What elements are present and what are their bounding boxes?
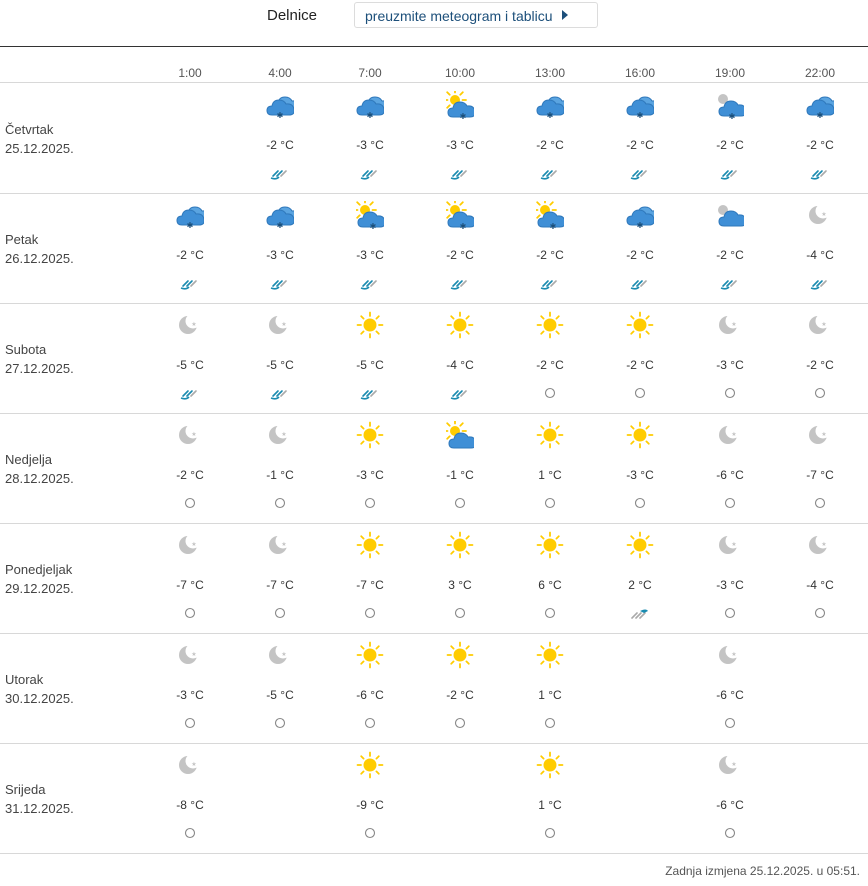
calm-wind-icon [448,493,472,513]
calm-wind-icon [538,823,562,843]
moon-cloud-icon [716,201,744,229]
day-name: Četvrtak [5,122,54,137]
temperature: -5 °C [356,358,384,372]
svg-text:✱: ✱ [369,222,377,229]
calm-wind-icon [718,713,742,733]
svg-text:★: ★ [191,431,197,438]
svg-text:★: ★ [191,761,197,768]
snow-cloud-icon [626,201,654,229]
svg-text:★: ★ [191,651,197,658]
day-date: 30.12.2025. [5,691,74,706]
sun-icon [356,311,384,339]
hour-label: 19:00 [714,66,746,80]
svg-text:★: ★ [731,431,737,438]
forecast-cell[interactable] [145,633,235,743]
day-row [0,633,868,744]
day-label [5,120,74,158]
snow-cloud-icon [176,201,204,229]
forecast-cell[interactable] [595,193,685,303]
forecast-cell[interactable] [325,743,415,853]
moon-icon [176,421,204,449]
forecast-cell[interactable] [505,193,595,303]
day-row [0,303,868,414]
sun-icon [626,531,654,559]
calm-wind-icon [268,603,292,623]
forecast-cell[interactable] [145,743,235,853]
forecast-cell[interactable] [235,303,325,413]
moon-icon [266,421,294,449]
forecast-cell[interactable] [595,413,685,523]
forecast-cell[interactable] [415,413,505,523]
forecast-cell[interactable] [415,633,505,743]
calm-wind-icon [718,383,742,403]
calm-wind-icon [178,603,202,623]
svg-text:★: ★ [731,541,737,548]
wind-icon [358,163,382,183]
temperature: -3 °C [446,138,474,152]
forecast-cell[interactable] [235,83,325,193]
temperature: -7 °C [806,468,834,482]
hour-label: 1:00 [178,66,202,80]
wind-icon [448,273,472,293]
day-label [5,450,74,488]
forecast-cell[interactable] [775,83,865,193]
temperature: -4 °C [806,578,834,592]
svg-text:✱: ✱ [816,111,824,119]
temperature: 3 °C [448,578,472,592]
day-label [5,670,74,708]
sun-snow-cloud-icon [536,201,564,229]
forecast-cell[interactable] [685,193,775,303]
wind-icon [538,163,562,183]
snow-cloud-icon [536,91,564,119]
temperature: -3 °C [356,248,384,262]
forecast-cell[interactable] [685,413,775,523]
temperature: -6 °C [356,688,384,702]
calm-wind-icon [718,493,742,513]
temperature: -3 °C [356,468,384,482]
wind-icon [538,273,562,293]
forecast-cell[interactable] [505,523,595,633]
calm-wind-icon [628,383,652,403]
temperature: -5 °C [176,358,204,372]
temperature: -2 °C [176,468,204,482]
temperature: -2 °C [626,248,654,262]
forecast-cell[interactable] [685,83,775,193]
day-name: Srijeda [5,782,46,797]
forecast-cell[interactable] [595,83,685,193]
wind-icon [628,273,652,293]
day-row [0,83,868,194]
calm-wind-icon [448,713,472,733]
svg-text:★: ★ [821,431,827,438]
calm-wind-icon [358,603,382,623]
forecast-cell[interactable] [685,743,775,853]
day-label [5,340,74,378]
svg-text:✱: ✱ [728,112,736,119]
calm-wind-icon [538,493,562,513]
svg-text:✱: ✱ [276,221,284,229]
moon-icon [266,531,294,559]
temperature: -2 °C [716,138,744,152]
temperature: -3 °C [626,468,654,482]
forecast-cell[interactable] [415,523,505,633]
day-name: Petak [5,232,39,247]
wind-icon [808,163,832,183]
wind-icon [358,273,382,293]
forecast-cell[interactable] [145,523,235,633]
hour-header [0,47,868,83]
forecast-cell[interactable] [145,193,235,303]
moon-icon [176,311,204,339]
forecast-cell[interactable] [595,303,685,413]
day-label [5,560,74,598]
temperature: -2 °C [626,138,654,152]
day-label [5,230,74,268]
day-date: 31.12.2025. [5,801,74,816]
hour-label: 7:00 [358,66,382,80]
forecast-cell[interactable] [685,303,775,413]
calm-wind-icon [178,823,202,843]
forecast-cell[interactable] [325,413,415,523]
wind-icon [268,273,292,293]
moon-icon [716,531,744,559]
hour-label: 22:00 [804,66,836,80]
calm-wind-icon [268,713,292,733]
forecast-cell[interactable] [235,193,325,303]
temperature: 1 °C [538,688,562,702]
temperature: -1 °C [446,468,474,482]
temperature: -7 °C [176,578,204,592]
temperature: -2 °C [536,358,564,372]
temperature: -3 °C [716,578,744,592]
calm-wind-icon [628,493,652,513]
temperature: -2 °C [446,248,474,262]
temperature: -3 °C [176,688,204,702]
hour-label: 4:00 [268,66,292,80]
calm-wind-icon [538,713,562,733]
temperature: -2 °C [446,688,474,702]
location-name: Delnice [267,7,318,24]
forecast-cell[interactable] [235,413,325,523]
svg-text:✱: ✱ [459,222,467,229]
wind-icon [268,163,292,183]
forecast-cell[interactable] [415,193,505,303]
forecast-cell[interactable] [505,83,595,193]
wind-icon [808,273,832,293]
svg-text:✱: ✱ [186,221,194,229]
forecast-cell[interactable] [145,413,235,523]
temperature: -3 °C [266,248,294,262]
svg-text:★: ★ [191,541,197,548]
day-date: 29.12.2025. [5,581,74,596]
forecast-cell[interactable] [325,523,415,633]
svg-text:✱: ✱ [546,111,554,119]
forecast-cell[interactable] [415,303,505,413]
wind-icon [448,163,472,183]
temperature: -5 °C [266,358,294,372]
moon-icon [716,421,744,449]
forecast-cell[interactable] [235,633,325,743]
svg-text:★: ★ [821,321,827,328]
sun-icon [536,751,564,779]
temperature: -4 °C [446,358,474,372]
forecast-cell[interactable] [595,523,685,633]
svg-text:✱: ✱ [636,111,644,119]
temperature: 1 °C [538,468,562,482]
hour-label: 16:00 [624,66,656,80]
sun-icon [446,311,474,339]
snow-cloud-icon [806,91,834,119]
calm-wind-icon [538,383,562,403]
day-date: 28.12.2025. [5,471,74,486]
calm-wind-icon [178,493,202,513]
calm-wind-icon [358,823,382,843]
day-row [0,193,868,304]
temperature: -2 °C [716,248,744,262]
temperature: -2 °C [806,138,834,152]
download-label: preuzmite meteogram i tablicu [365,8,553,24]
forecast-cell[interactable] [775,303,865,413]
wind-icon [718,163,742,183]
sun-icon [356,421,384,449]
svg-text:★: ★ [821,541,827,548]
temperature: -2 °C [266,138,294,152]
calm-wind-icon [268,493,292,513]
temperature: -7 °C [356,578,384,592]
temperature: -1 °C [266,468,294,482]
day-date: 25.12.2025. [5,141,74,156]
wind-icon [358,383,382,403]
hour-label: 10:00 [444,66,476,80]
sun-snow-cloud-icon [356,201,384,229]
temperature: -2 °C [176,248,204,262]
moon-icon [806,311,834,339]
sun-snow-cloud-icon [446,201,474,229]
calm-wind-icon [448,603,472,623]
svg-text:★: ★ [281,541,287,548]
temperature: -7 °C [266,578,294,592]
top-bar [0,0,868,47]
forecast-cell[interactable] [325,633,415,743]
day-name: Ponedjeljak [5,562,73,577]
forecast-cell[interactable] [145,303,235,413]
snow-cloud-icon [356,91,384,119]
calm-wind-icon [808,383,832,403]
day-row [0,523,868,634]
forecast-cell[interactable] [505,633,595,743]
sun-icon [356,751,384,779]
temperature: -9 °C [356,798,384,812]
temperature: -5 °C [266,688,294,702]
download-meteogram-button[interactable] [354,2,598,28]
moon-icon [806,201,834,229]
day-date: 27.12.2025. [5,361,74,376]
temperature: -6 °C [716,798,744,812]
hour-label: 13:00 [534,66,566,80]
sun-icon [626,421,654,449]
forecast-cell[interactable] [775,523,865,633]
sun-icon [446,531,474,559]
temperature: 2 °C [628,578,652,592]
temperature: -6 °C [716,468,744,482]
svg-text:✱: ✱ [636,221,644,229]
forecast-cell[interactable] [685,523,775,633]
wind-icon [178,383,202,403]
forecast-cell[interactable] [325,303,415,413]
svg-text:★: ★ [281,321,287,328]
snow-cloud-icon [626,91,654,119]
temperature: 1 °C [538,798,562,812]
svg-text:✱: ✱ [366,111,374,119]
wind-icon [448,383,472,403]
svg-text:✱: ✱ [459,112,467,119]
svg-text:★: ★ [191,321,197,328]
calm-wind-icon [358,713,382,733]
forecast-cell[interactable] [685,633,775,743]
calm-wind-icon [178,713,202,733]
day-date: 26.12.2025. [5,251,74,266]
sun-icon [536,311,564,339]
svg-text:★: ★ [731,321,737,328]
moon-icon [266,641,294,669]
sun-icon [626,311,654,339]
caret-right-icon [562,10,568,20]
sun-icon [446,641,474,669]
moon-icon [716,641,744,669]
moon-icon [716,311,744,339]
svg-text:★: ★ [281,431,287,438]
moon-icon [806,531,834,559]
forecast-cell[interactable] [325,193,415,303]
calm-wind-icon [718,603,742,623]
sun-icon [356,641,384,669]
temperature: -4 °C [806,248,834,262]
svg-text:✱: ✱ [276,111,284,119]
sun-cloud-icon [446,421,474,449]
day-name: Utorak [5,672,44,687]
forecast-cell[interactable] [505,303,595,413]
forecast-cell[interactable] [775,193,865,303]
calm-wind-icon [538,603,562,623]
svg-text:★: ★ [731,651,737,658]
wind-icon [268,383,292,403]
forecast-cell[interactable] [505,743,595,853]
temperature: -6 °C [716,688,744,702]
calm-wind-icon [358,493,382,513]
svg-text:★: ★ [281,651,287,658]
temperature: -2 °C [626,358,654,372]
sun-icon [536,641,564,669]
sun-snow-cloud-icon [446,91,474,119]
moon-icon [806,421,834,449]
last-updated: Zadnja izmjena 25.12.2025. u 05:51. [665,864,860,878]
wind-icon [628,163,652,183]
snow-cloud-icon [266,201,294,229]
forecast-cell[interactable] [235,523,325,633]
temperature: 6 °C [538,578,562,592]
day-row [0,743,868,854]
day-label [5,780,74,818]
day-name: Subota [5,342,47,357]
temperature: -2 °C [536,138,564,152]
moon-icon [716,751,744,779]
forecast-cell[interactable] [775,413,865,523]
svg-text:✱: ✱ [549,222,557,229]
moon-snow-cloud-icon [716,91,744,119]
svg-text:★: ★ [821,211,827,218]
temperature: -2 °C [806,358,834,372]
calm-wind-icon [808,493,832,513]
wind-icon [628,603,652,623]
snow-cloud-icon [266,91,294,119]
calm-wind-icon [718,823,742,843]
day-row [0,413,868,524]
forecast-cell[interactable] [505,413,595,523]
sun-icon [536,531,564,559]
forecast-cell[interactable] [415,83,505,193]
svg-text:★: ★ [731,761,737,768]
wind-icon [718,273,742,293]
temperature: -2 °C [536,248,564,262]
calm-wind-icon [808,603,832,623]
temperature: -3 °C [356,138,384,152]
temperature: -8 °C [176,798,204,812]
wind-icon [178,273,202,293]
moon-icon [176,751,204,779]
moon-icon [266,311,294,339]
forecast-cell[interactable] [325,83,415,193]
moon-icon [176,531,204,559]
sun-icon [536,421,564,449]
sun-icon [356,531,384,559]
moon-icon [176,641,204,669]
temperature: -3 °C [716,358,744,372]
day-name: Nedjelja [5,452,52,467]
